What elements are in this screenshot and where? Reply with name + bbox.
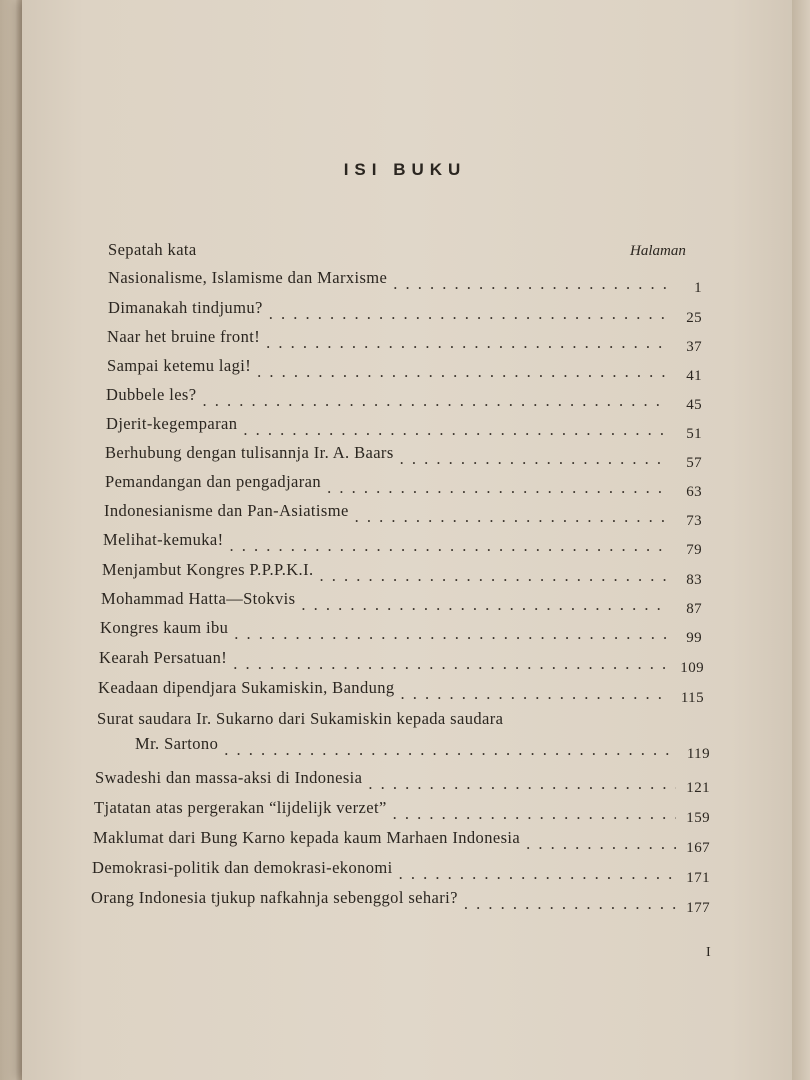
toc-entry-title: Berhubung dengan tulisannja Ir. A. Baars — [105, 443, 394, 462]
leader-dots — [400, 449, 668, 469]
leader-dots — [327, 478, 668, 498]
toc-entry — [107, 327, 702, 355]
toc-entry — [92, 858, 710, 886]
leader-dots — [393, 274, 668, 294]
halaman-label: Halaman — [630, 243, 686, 259]
leader-dots — [243, 420, 668, 440]
toc-entry-title: Indonesianisme dan Pan-Asiatisme — [104, 501, 349, 520]
toc-entry-title-line1: Surat saudara Ir. Sukarno dari Sukamiskin kepada saudara — [97, 709, 504, 728]
leader-dots — [266, 333, 668, 353]
toc-entry — [102, 560, 702, 588]
toc-entry — [135, 734, 710, 762]
toc-entry-title: Demokrasi-politik dan demokrasi-ekonomi — [92, 858, 393, 877]
toc-entry — [94, 798, 710, 826]
toc-entry — [104, 501, 702, 529]
toc-entry-page: 167 — [686, 840, 710, 856]
toc-entry — [99, 648, 704, 676]
toc-entry-title: Nasionalisme, Islamisme dan Marxisme — [108, 268, 388, 287]
toc-entry-title: Keadaan dipendjara Sukamiskin, Bandung — [98, 678, 395, 697]
toc-entry-title: Sampai ketemu lagi! — [107, 356, 252, 375]
leader-dots — [257, 362, 668, 382]
leader-dots — [320, 566, 668, 586]
leader-dots — [234, 624, 668, 644]
toc-entry — [98, 678, 704, 706]
toc-entry-page: 177 — [686, 900, 710, 916]
toc-entry-title: Mohammad Hatta—Stokvis — [101, 589, 296, 608]
toc-entry — [100, 618, 702, 646]
toc-entry-title: Maklumat dari Bung Karno kepada kaum Marhaen Indonesia — [93, 828, 521, 847]
toc-entry-title: Tjatatan atas pergerakan “lijdelijk verzet” — [94, 798, 387, 817]
leader-dots — [233, 654, 670, 674]
toc-entry-title: Mr. Sartono — [135, 734, 219, 753]
toc-entry-page: 73 — [686, 513, 702, 529]
toc-entry — [91, 888, 710, 916]
toc-entry-title: Naar het bruine front! — [107, 327, 261, 346]
toc-entry-page: 41 — [686, 368, 702, 384]
toc-entry — [106, 385, 702, 413]
toc-entry-page: 159 — [686, 810, 710, 826]
leader-dots — [526, 834, 676, 854]
toc-entry — [101, 589, 702, 617]
toc-entry-title: Melihat-kemuka! — [103, 530, 224, 549]
toc-entry-title: Kearah Persatuan! — [99, 648, 228, 667]
toc-entry-title: Djerit-kegemparan — [106, 414, 238, 433]
leader-dots — [269, 304, 668, 324]
toc-entry-page: 25 — [686, 310, 702, 326]
leader-dots — [401, 684, 670, 704]
leader-dots — [202, 391, 668, 411]
sepatah-kata: Sepatah kata — [108, 240, 197, 259]
toc-entry — [95, 768, 710, 796]
leader-dots — [230, 536, 668, 556]
toc-entry-title: Menjambut Kongres P.P.P.K.I. — [102, 560, 314, 579]
leader-dots — [301, 595, 668, 615]
toc-entry-title: Dubbele les? — [106, 385, 197, 404]
leader-dots — [399, 864, 676, 884]
page-title: ISI BUKU — [343, 160, 467, 179]
toc-entry-page: 79 — [686, 542, 702, 558]
toc-entry-title: Orang Indonesia tjukup nafkahnja sebenggol sehari? — [91, 888, 458, 907]
toc-entry — [105, 472, 702, 500]
leader-dots — [224, 740, 676, 760]
toc-entry-page: 45 — [686, 397, 702, 413]
toc-entry — [93, 828, 710, 856]
toc-entry-title: Pemandangan dan pengadjaran — [105, 472, 322, 491]
toc-entry — [107, 356, 702, 384]
toc-entry-page: 87 — [686, 601, 702, 617]
toc-entry — [108, 268, 702, 296]
toc-entry-title: Kongres kaum ibu — [100, 618, 229, 637]
toc-entry — [108, 298, 702, 326]
toc-entry-page: 119 — [686, 746, 710, 762]
toc-entry-page: 63 — [686, 484, 702, 500]
toc-entry-page: 171 — [686, 870, 710, 886]
toc-entry-page: 37 — [686, 339, 702, 355]
toc-entry-page: 57 — [686, 455, 702, 471]
toc-entry-title: Swadeshi dan massa-aksi di Indonesia — [95, 768, 363, 787]
leader-dots — [393, 804, 676, 824]
toc-entry-title: Dimanakah tindjumu? — [108, 298, 263, 317]
toc-entry-page: 121 — [686, 780, 710, 796]
page-number: I — [706, 945, 711, 960]
toc-entry-page: 83 — [686, 572, 702, 588]
toc-entry-page: 51 — [686, 426, 702, 442]
toc-entry-page: 99 — [686, 630, 702, 646]
toc-entry — [103, 530, 702, 558]
leader-dots — [464, 894, 676, 914]
leader-dots — [355, 507, 668, 527]
toc-entry-page: 115 — [680, 690, 704, 706]
toc-entry — [105, 443, 702, 471]
toc-entry-page: 1 — [694, 280, 702, 296]
toc-entry-page: 109 — [680, 660, 704, 676]
toc-entry — [106, 414, 702, 442]
leader-dots — [368, 774, 676, 794]
